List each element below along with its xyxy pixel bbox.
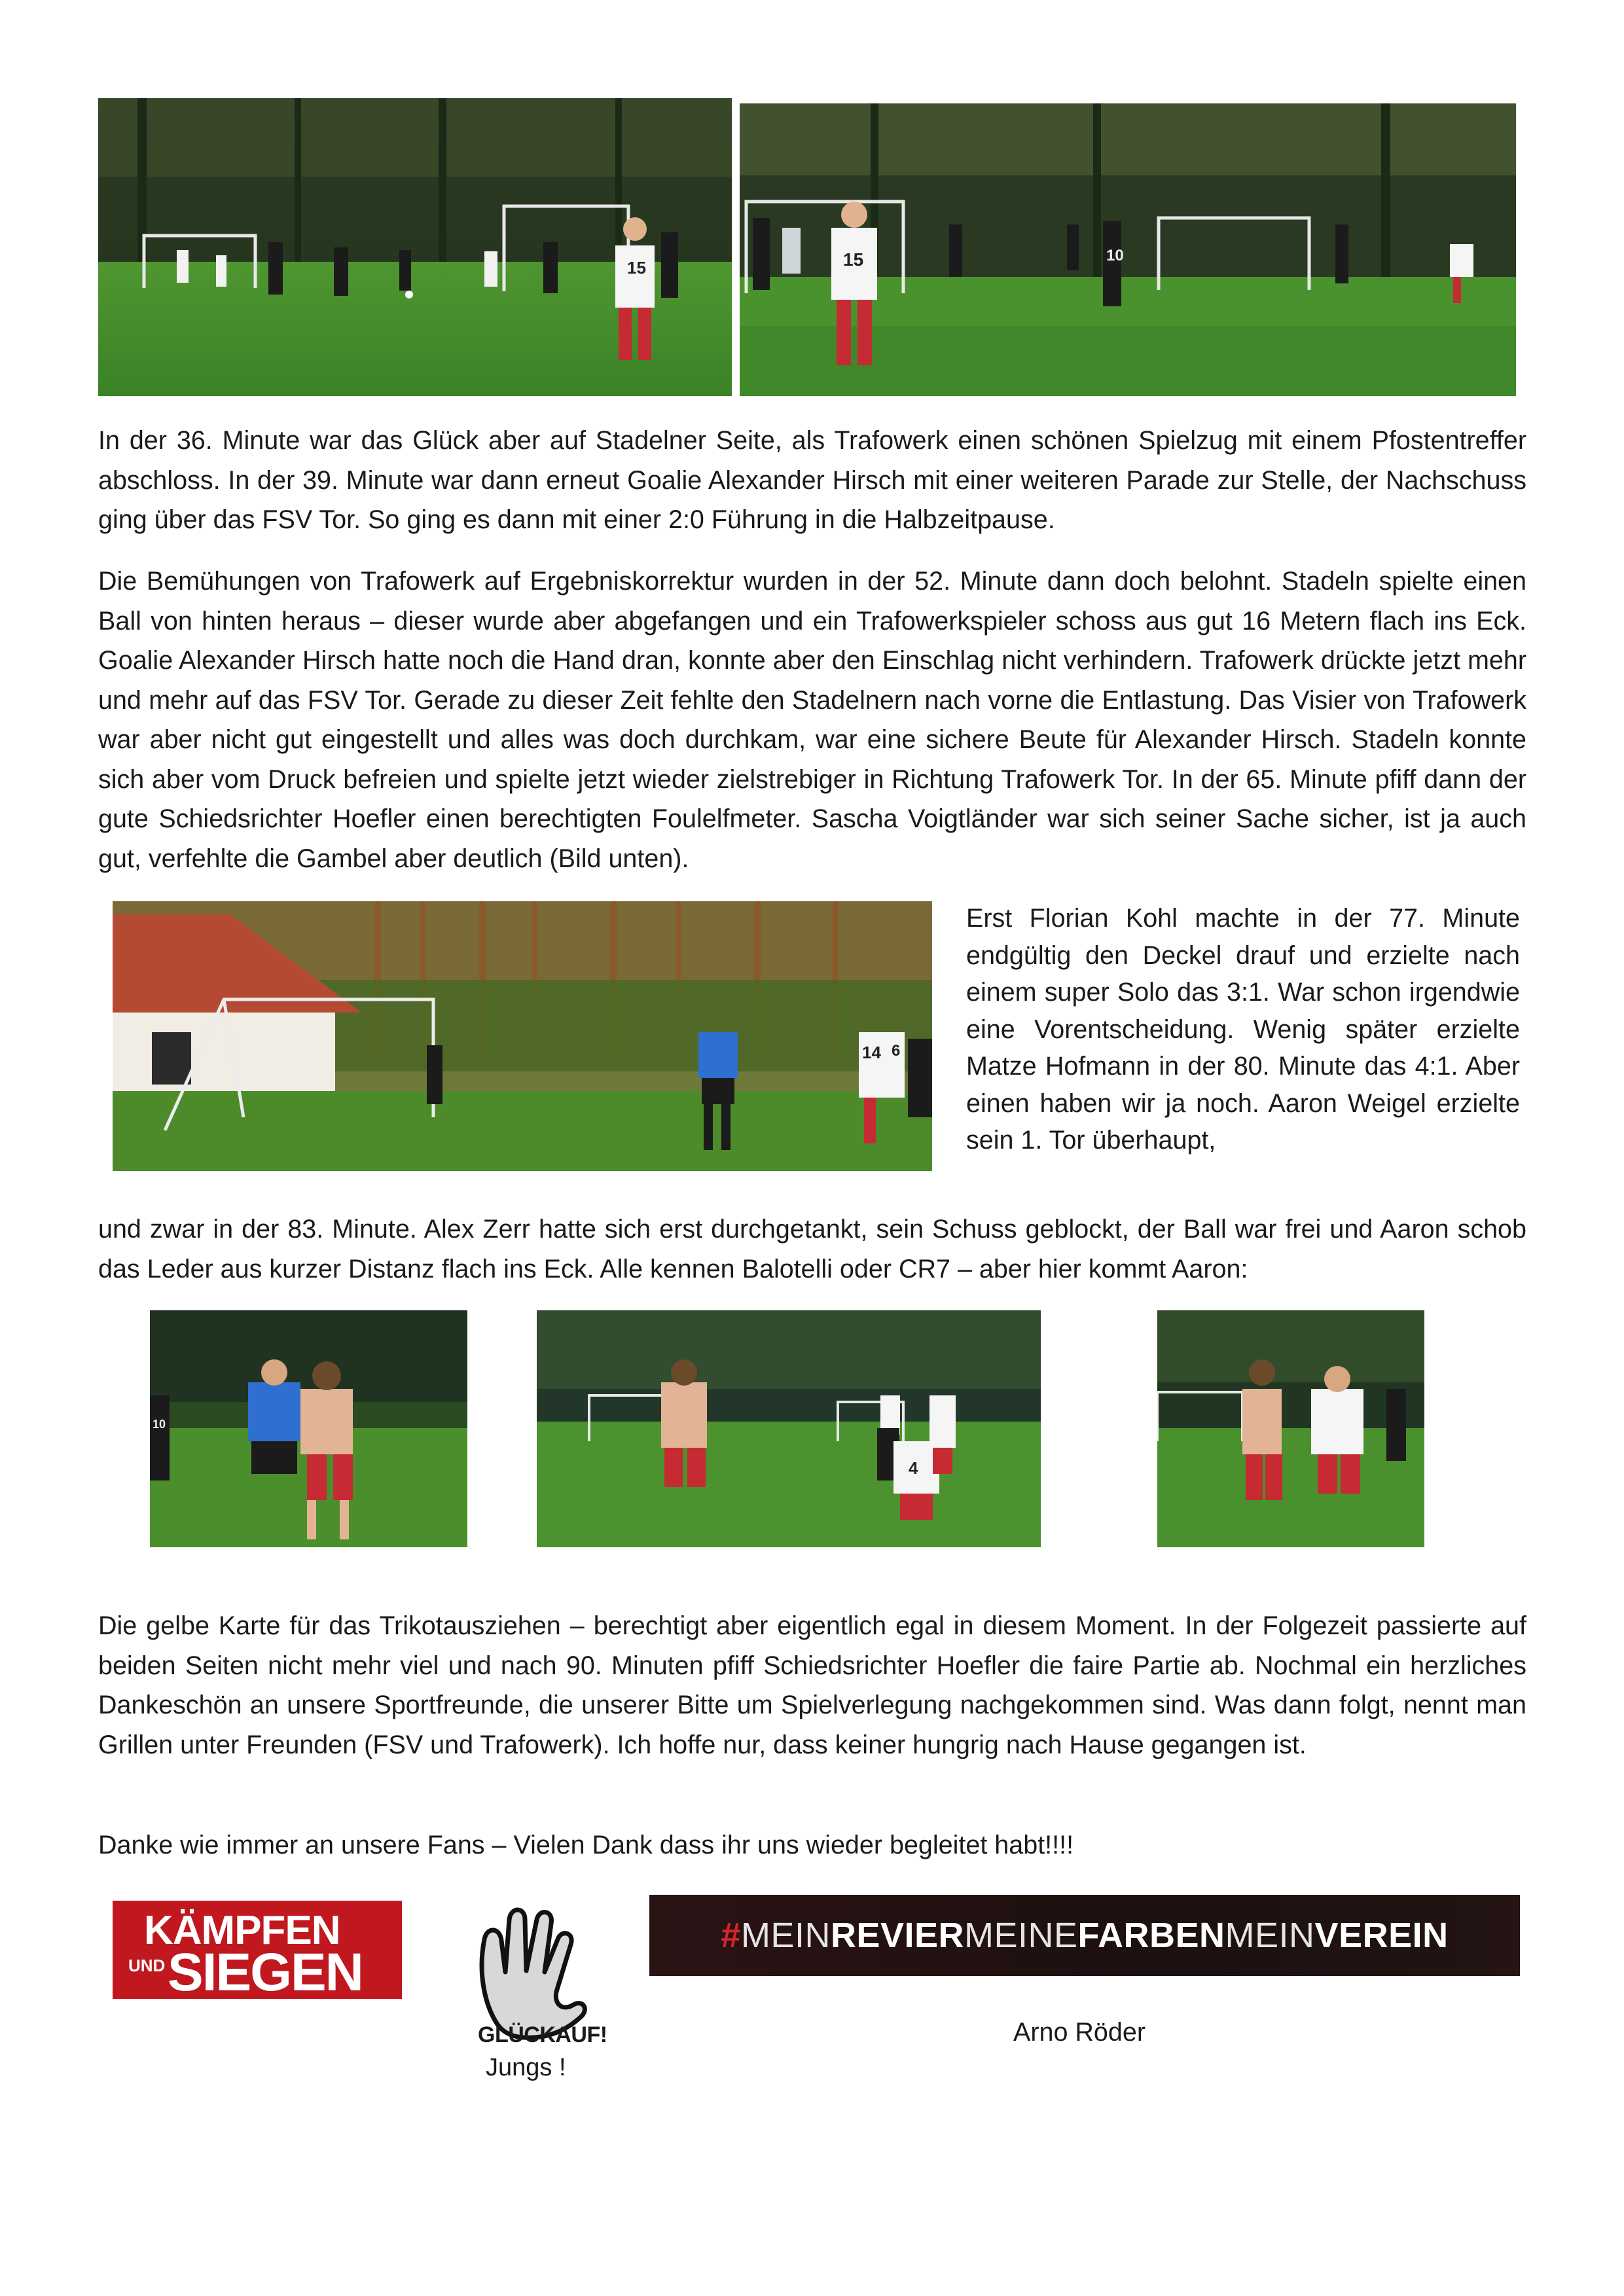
paragraph-thanks: Danke wie immer an unsere Fans – Vielen Dank dass ihr uns wieder begleitet habt!!!! [98,1831,1074,1859]
jersey-number: 14 [862,1043,881,1062]
glueckauf-label: GLÜCKAUF! [478,2022,607,2047]
celebration-photo-3 [1157,1310,1424,1547]
penalty-photo [113,901,932,1171]
author-name: Arno Röder [1013,2018,1146,2047]
paragraph-halftime: In der 36. Minute war das Glück aber auf Stadelner Seite, als Trafowerk einen schönen Spielzug mit einem Pfostentreffer abschloss. In der 39. Minute war dann erneut Goalie Alexander Hirsch mit einer weiteren Parade zur Stelle, der Nachschuss ging über das FSV Tor. So ging es dann mit einer 2:0 Führung in die Halbzeitpause. [98,426,1526,534]
paragraph-aaron-goal: und zwar in der 83. Minute. Alex Zerr hatte sich erst durchgetankt, sein Schuss geblockt, der Ball war frei und Aaron schob das Leder aus kurzer Distanz flach ins Eck. Alle kennen Balotelli oder CR7 – aber hier kommt Aaron: [98,1215,1526,1283]
paragraph-second-half: Die Bemühungen von Trafowerk auf Ergebniskorrektur wurden in der 52. Minute dann doch belohnt. Stadeln spielte einen Ball von hinten heraus – dieser wurde aber abgefangen und ein Trafowerkspieler schoss aus gut 16 Metern flach ins Eck. Goalie Alexander Hirsch hatte noch die Hand dran, konnte aber den Einschlag nicht verhindern. Trafowerk drückte jetzt mehr und mehr auf das FSV Tor. Gerade zu dieser Zeit fehlte den Stadelnern nach vorne die Entlastung. Das Visier von Trafowerk war aber nicht gut eingestellt und alles was doch durchkam, war eine sichere Beute für Alexander Hirsch. Stadeln konnte sich aber vom Druck befreien und spielte jetzt wieder zielstrebiger in Richtung Trafowerk Tor. In der 65. Minute pfiff dann der gute Schiedsrichter Hoefler einen berechtigten Foulelfmeter. Sascha Voigtländer war sich seiner Sache sicher, ist ja auch gut, verfehlte die Gambel aber deutlich (Bild unten). [98,567,1526,873]
match-photo-2 [740,103,1516,396]
mein-revier-hashtag-banner: #MEINREVIERMEINEFARBENMEINVEREIN [649,1895,1520,1976]
match-photo-1 [98,98,732,396]
jersey-number: 10 [153,1418,166,1431]
jungs-caption: Jungs ! [486,2054,566,2081]
jersey-number: 6 [892,1042,901,1060]
celebration-photo-1 [150,1310,467,1547]
celebration-photo-2 [537,1310,1041,1547]
paragraph-goals: Erst Florian Kohl machte in der 77. Minute endgültig den Deckel drauf und erzielte nach einem super Solo das 3:1. War schon irgendwie eine Vorentscheidung. Wenig später erzielte Matze Hofmann in der 80. Minute das 4:1. Aber einen haben wir ja noch. Aaron Weigel erzielte sein 1. Tor überhaupt, [966,904,1520,1155]
jersey-number: 15 [843,249,864,270]
jersey-number: 4 [909,1458,918,1478]
jersey-number: 15 [627,258,646,278]
jersey-number: 10 [1106,247,1124,264]
paragraph-end: Die gelbe Karte für das Trikotausziehen – berechtigt aber eigentlich egal in diesem Moment. In der Folgezeit passierte auf beiden Seiten nicht mehr viel und nach 90. Minuten pfiff Schiedsrichter Hoefler die faire Partie ab. Nochmal ein herzliches Dankeschön an unsere Sportfreunde, die unserer Bitte um Spielverlegung nachgekommen sind. Was dann folgt, nennt man Grillen unter Freunden (FSV und Trafowerk). Ich hoffe nur, dass keiner hungrig nach Hause gegangen ist. [98,1611,1526,1759]
kaempfen-und-siegen-logo: KÄMPFEN UND SIEGEN [113,1901,402,1999]
